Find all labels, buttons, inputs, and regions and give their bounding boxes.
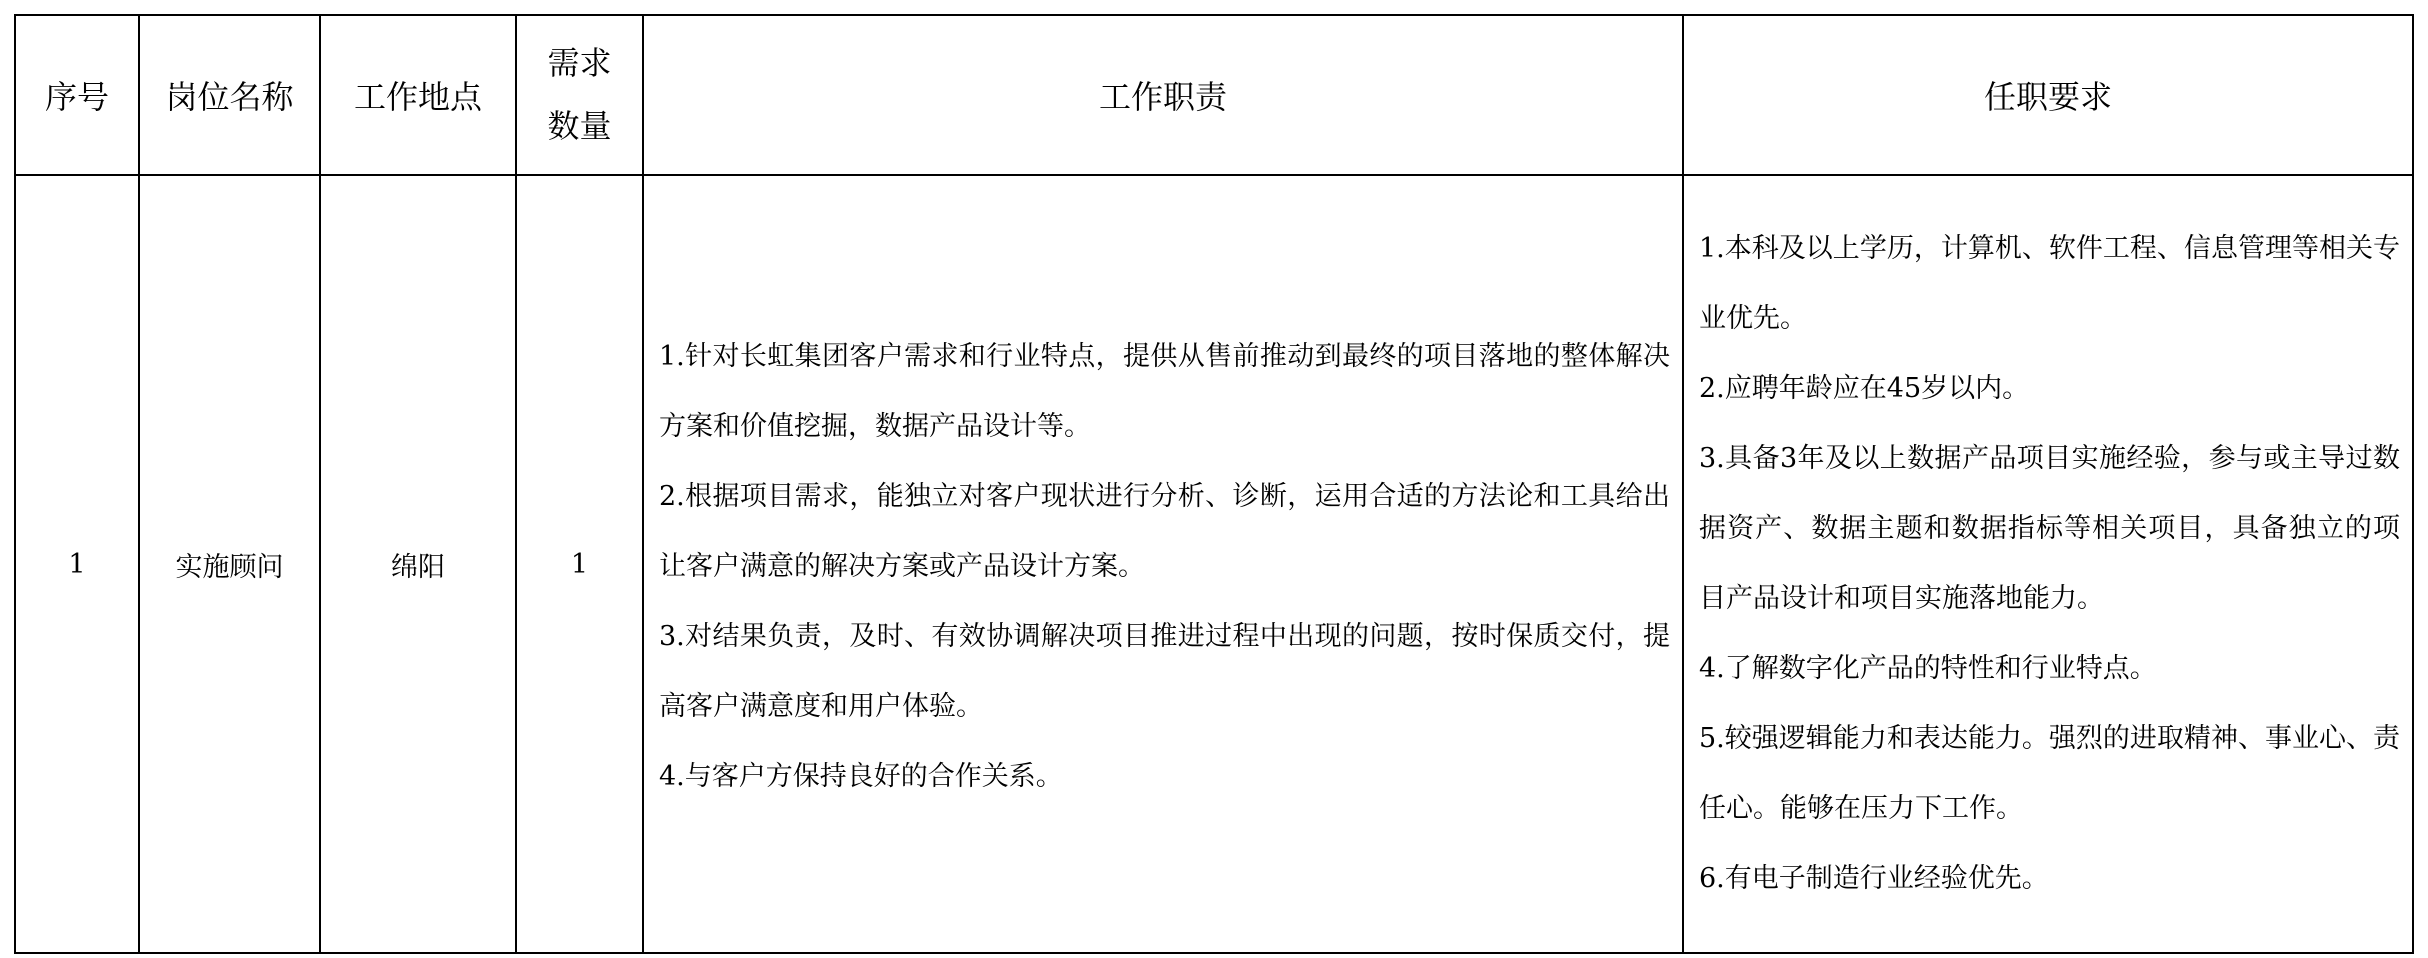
requirements-list <box>1699 214 2400 914</box>
responsibility-item: 1.针对长虹集团客户需求和行业特点，提供从售前推动到最终的项目落地的整体解决方案和价值挖掘，数据产品设计等。 <box>659 341 1670 442</box>
responsibility-item: 2.根据项目需求，能独立对客户现状进行分析、诊断，运用合适的方法论和工具给出让客户满意的解决方案或产品设计方案。 <box>659 481 1670 582</box>
header-responsibilities: 工作职责 <box>643 15 1683 175</box>
requirement-item: 4.了解数字化产品的特性和行业特点。 <box>1699 653 2157 684</box>
cell-position: 实施顾问 <box>139 175 320 953</box>
table-row <box>15 175 2413 953</box>
cell-location: 绵阳 <box>320 175 516 953</box>
cell-quantity: 1 <box>516 175 643 953</box>
table-header-row <box>15 15 2413 175</box>
responsibility-item: 4.与客户方保持良好的合作关系。 <box>659 761 1063 792</box>
cell-index: 1 <box>15 175 139 953</box>
responsibility-item: 3.对结果负责，及时、有效协调解决项目推进过程中出现的问题，按时保质交付，提高客户满意度和用户体验。 <box>659 621 1670 722</box>
requirement-item: 3.具备3年及以上数据产品项目实施经验，参与或主导过数据资产、数据主题和数据指标等相关项目，具备独立的项目产品设计和项目实施落地能力。 <box>1699 443 2400 614</box>
header-requirements: 任职要求 <box>1683 15 2413 175</box>
requirement-item: 6.有电子制造行业经验优先。 <box>1699 863 2049 894</box>
header-position: 岗位名称 <box>139 15 320 175</box>
responsibilities-list <box>659 316 1670 812</box>
header-quantity-line1: 需求 <box>547 44 612 82</box>
cell-responsibilities <box>643 175 1683 953</box>
requirement-item: 2.应聘年龄应在45岁以内。 <box>1699 373 2030 404</box>
requirement-item: 5.较强逻辑能力和表达能力。强烈的进取精神、事业心、责任心。能够在压力下工作。 <box>1699 723 2400 824</box>
header-location: 工作地点 <box>320 15 516 175</box>
header-quantity <box>516 15 643 175</box>
header-quantity-line2: 数量 <box>547 107 612 145</box>
requirement-item: 1.本科及以上学历，计算机、软件工程、信息管理等相关专业优先。 <box>1699 233 2400 334</box>
cell-requirements <box>1683 175 2413 953</box>
job-posting-table <box>14 14 2414 954</box>
header-index: 序号 <box>15 15 139 175</box>
